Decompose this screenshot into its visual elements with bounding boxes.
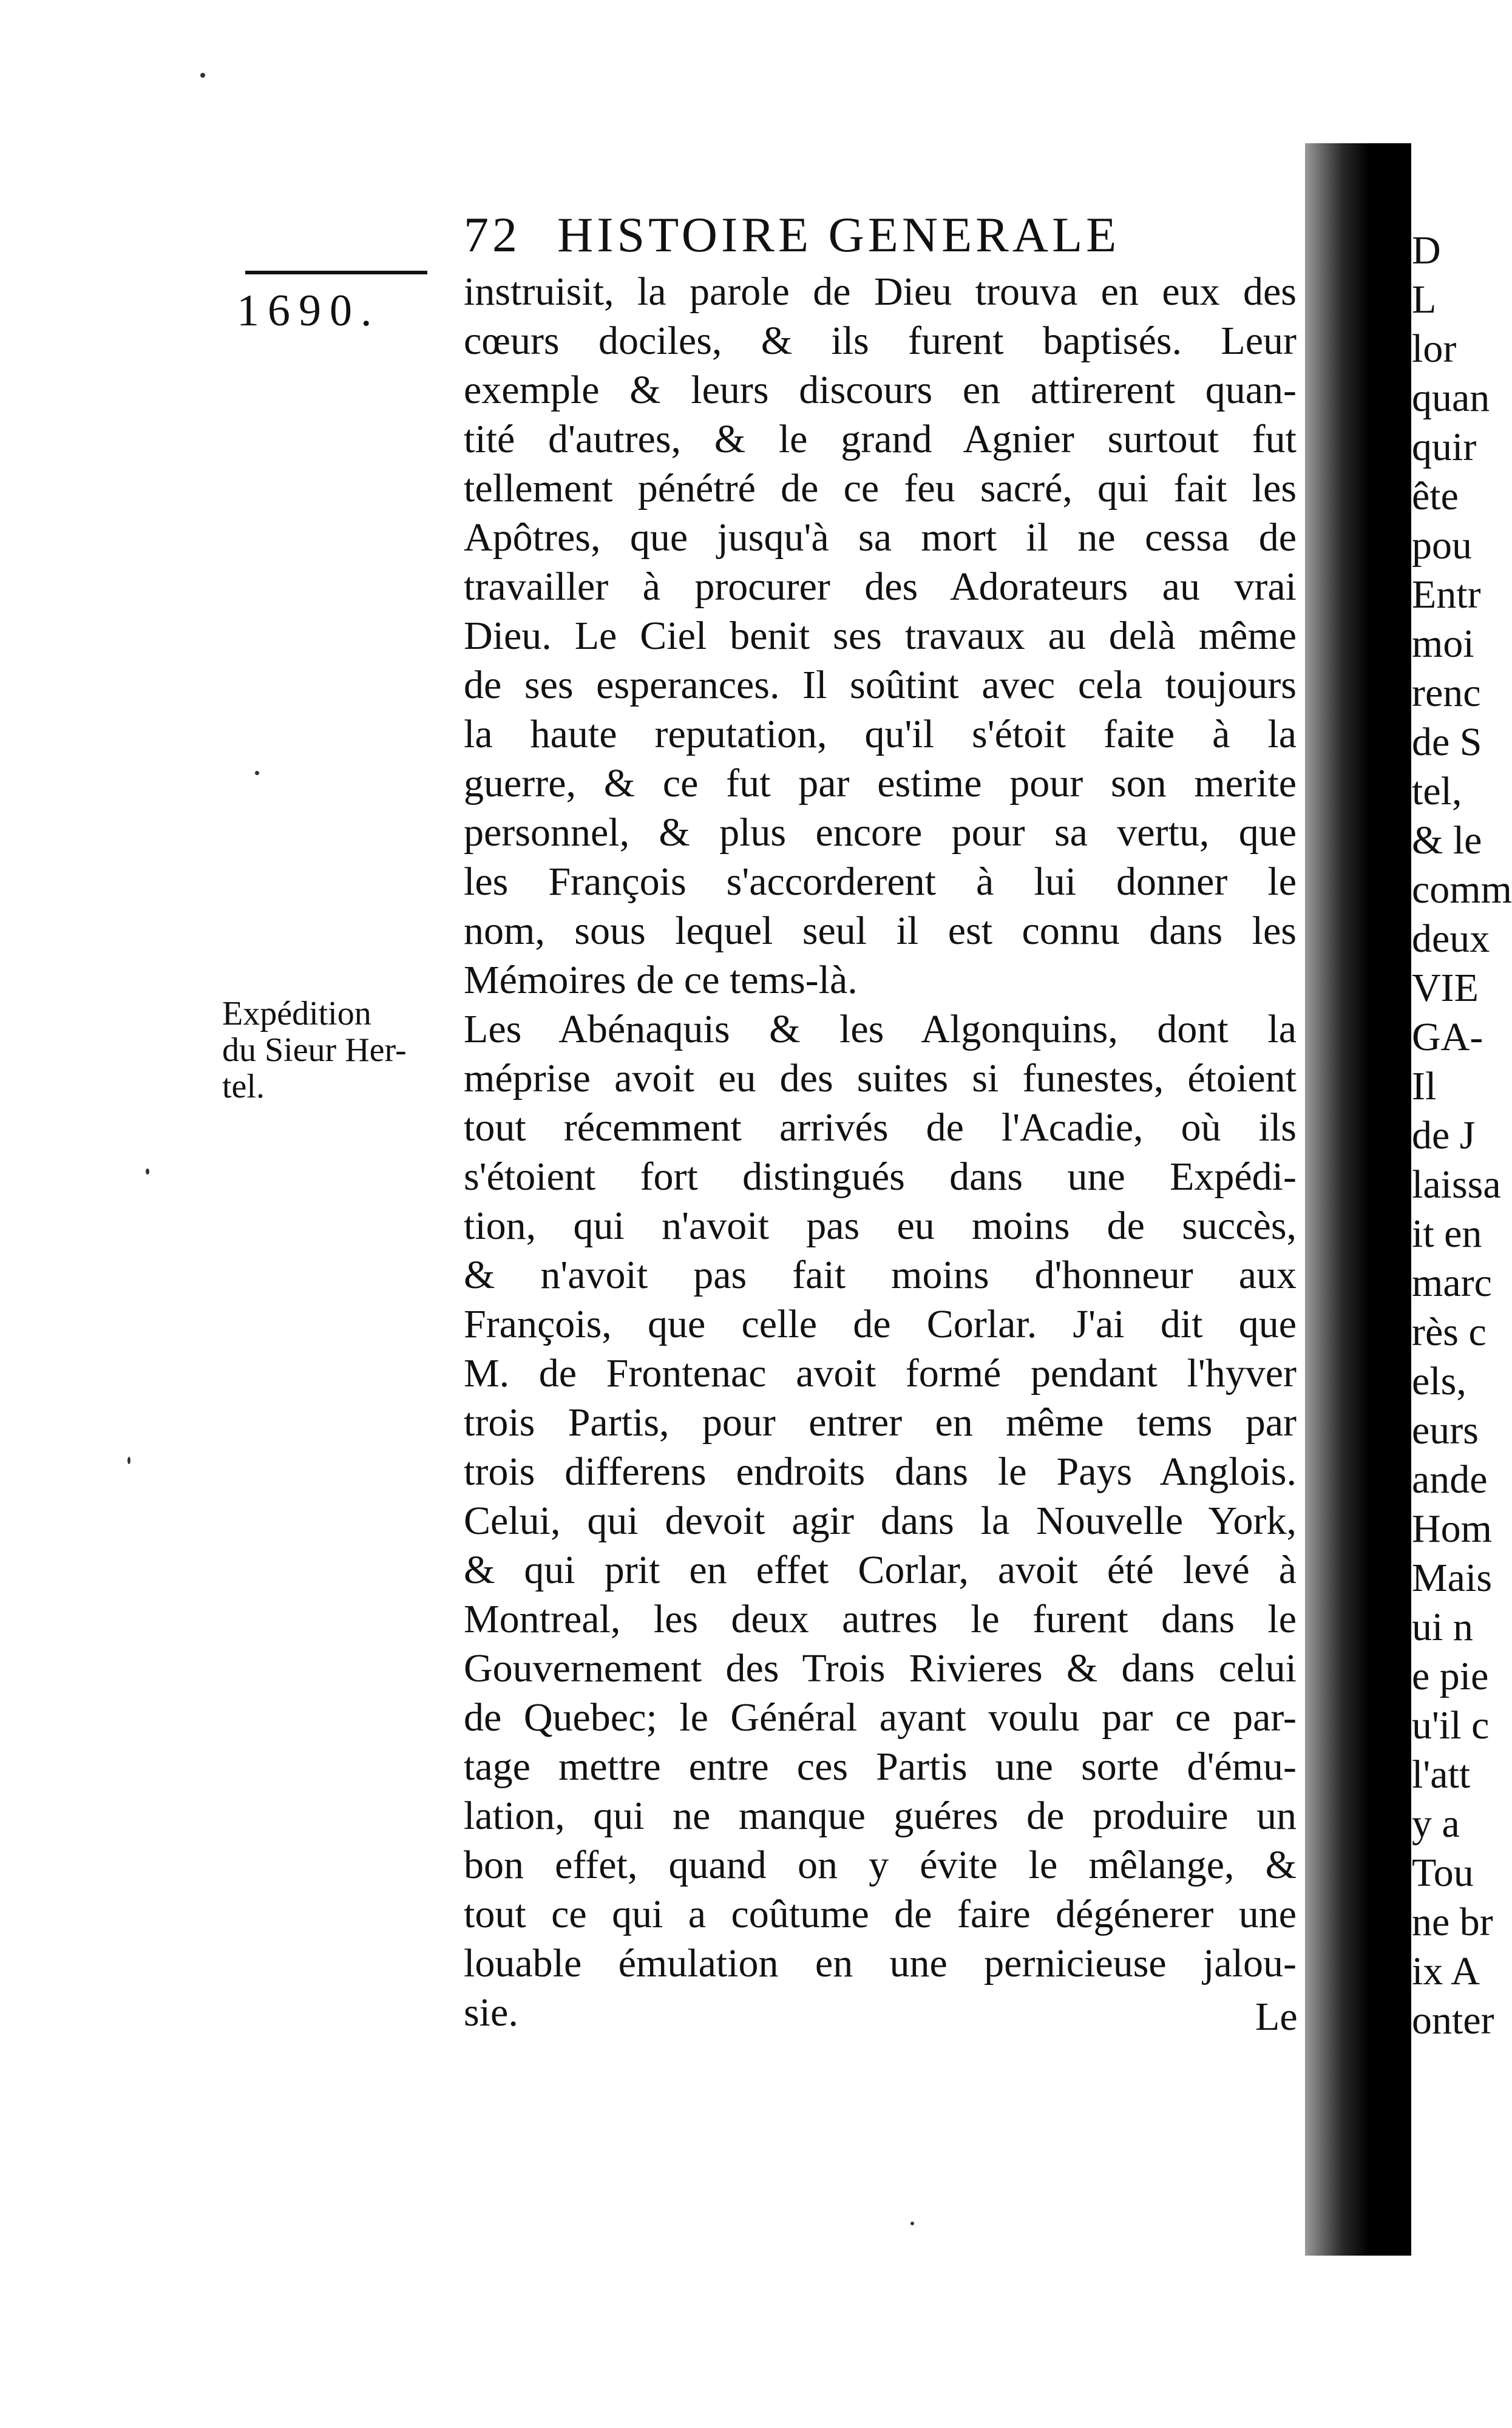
text-line: tout récemment arrivés de l'Acadie, où ils — [464, 1105, 1297, 1150]
facing-page-line: quan — [1412, 376, 1490, 420]
text-line: méprise avoit eu des suites si funestes, étoient — [464, 1056, 1297, 1100]
text-line: tage mettre entre ces Partis une sorte d'ému- — [464, 1745, 1297, 1789]
facing-page-line: de J — [1412, 1113, 1476, 1158]
text-line: tout ce qui a coûtume de faire dégénerer une — [464, 1892, 1297, 1936]
text-line: Montreal, les deux autres le furent dans le — [464, 1597, 1297, 1641]
facing-page-line: moi — [1412, 622, 1474, 666]
text-line: guerre, & ce fut par estime pour son merite — [464, 761, 1297, 805]
running-head — [464, 206, 1295, 263]
facing-page-line: rès c — [1412, 1310, 1487, 1354]
facing-page-line: Tou — [1412, 1851, 1474, 1895]
page-number: 72 — [464, 207, 521, 262]
facing-page-line: Il — [1412, 1064, 1437, 1108]
text-line: les François s'accorderent à lui donner le — [464, 860, 1297, 904]
facing-page-line: y a — [1412, 1802, 1460, 1846]
text-line: Apôtres, que jusqu'à sa mort il ne cessa de — [464, 515, 1297, 560]
facing-page-line: comm — [1412, 867, 1512, 912]
margin-note — [222, 995, 459, 1105]
text-line: de Quebec; le Général ayant voulu par ce par- — [464, 1695, 1297, 1740]
text-line: instruisit, la parole de Dieu trouva en eux des — [464, 270, 1297, 314]
print-speck — [127, 1457, 131, 1464]
facing-page-line: marc — [1412, 1261, 1492, 1305]
facing-page-line: Hom — [1412, 1507, 1492, 1551]
header-rule — [245, 271, 427, 274]
margin-year: 1690. — [237, 286, 381, 336]
text-line: & qui prit en effet Corlar, avoit été levé à — [464, 1548, 1297, 1592]
print-speck — [255, 771, 259, 775]
facing-page-line: onter — [1412, 1998, 1494, 2043]
text-line: & n'avoit pas fait moins d'honneur aux — [464, 1253, 1297, 1297]
facing-page-line: VIE — [1412, 966, 1479, 1010]
text-line: s'étoient fort distingués dans une Expédi- — [464, 1155, 1297, 1199]
facing-page-line: laissa — [1412, 1162, 1501, 1207]
facing-page-line: D — [1412, 228, 1441, 273]
text-line: trois Partis, pour entrer en même tems par — [464, 1400, 1297, 1445]
facing-page-line: it en — [1412, 1212, 1482, 1256]
text-line: Dieu. Le Ciel benit ses travaux au delà même — [464, 614, 1297, 658]
margin-note-line: Expédition — [222, 995, 371, 1033]
text-line: Celui, qui devoit agir dans la Nouvelle York, — [464, 1499, 1297, 1543]
facing-page-line: pou — [1412, 523, 1472, 568]
text-line: cœurs dociles, & ils furent baptisés. Leur — [464, 319, 1297, 363]
text-line: M. de Frontenac avoit formé pendant l'hyver — [464, 1351, 1297, 1395]
text-line: la haute reputation, qu'il s'étoit faite à la — [464, 712, 1297, 756]
text-line: Gouvernement des Trois Rivieres & dans celui — [464, 1646, 1297, 1690]
print-speck — [200, 73, 205, 78]
body-text — [464, 267, 1297, 2037]
text-line: Les Abénaquis & les Algonquins, dont la — [464, 1007, 1297, 1051]
text-line: tion, qui n'avoit pas eu moins de succès, — [464, 1204, 1297, 1248]
margin-note-line: tel. — [222, 1068, 265, 1105]
margin-note-line: du Sieur Her- — [222, 1031, 407, 1069]
text-line: de ses esperances. Il soûtint avec cela toujours — [464, 663, 1297, 707]
facing-page-fragment — [1408, 228, 1512, 2043]
facing-page-line: de S — [1412, 720, 1482, 764]
facing-page-line: GA- — [1412, 1015, 1483, 1059]
text-line: tité d'autres, & le grand Agnier surtout fut — [464, 417, 1297, 461]
facing-page-line: Entr — [1412, 572, 1481, 617]
facing-page-line: ête — [1412, 474, 1459, 518]
facing-page-line: ui n — [1412, 1605, 1473, 1649]
text-line: nom, sous lequel seul il est connu dans les — [464, 909, 1297, 953]
facing-page-line: Mais — [1412, 1556, 1492, 1600]
facing-page-line: u'il c — [1412, 1703, 1490, 1748]
gutter-shadow — [1305, 143, 1411, 2256]
facing-page-line: e pie — [1412, 1654, 1489, 1698]
facing-page-line: L — [1412, 277, 1437, 322]
text-line: François, que celle de Corlar. J'ai dit que — [464, 1302, 1297, 1346]
text-line: Mémoires de ce tems-là. — [464, 958, 858, 1002]
facing-page-line: renc — [1412, 671, 1481, 715]
print-speck — [146, 1168, 149, 1175]
catchword: Le — [1255, 1995, 1298, 2039]
facing-page-line: ande — [1412, 1457, 1488, 1502]
text-line: tellement pénétré de ce feu sacré, qui fait les — [464, 466, 1297, 510]
text-line: trois differens endroits dans le Pays Anglois. — [464, 1450, 1297, 1494]
facing-page-line: eurs — [1412, 1408, 1479, 1453]
text-line: lation, qui ne manque guéres de produire un — [464, 1794, 1297, 1838]
facing-page-line: & le — [1412, 818, 1482, 863]
facing-page-line: quir — [1412, 425, 1477, 469]
text-line: louable émulation en une pernicieuse jalou- — [464, 1941, 1297, 1985]
running-title: HISTOIRE GENERALE — [557, 207, 1120, 262]
facing-page-line: lor — [1412, 327, 1457, 371]
facing-page-line: els, — [1412, 1359, 1466, 1403]
facing-page-line: ne br — [1412, 1900, 1493, 1944]
text-line: exemple & leurs discours en attirerent quan- — [464, 368, 1297, 412]
text-line: travailler à procurer des Adorateurs au vrai — [464, 565, 1297, 609]
print-speck — [910, 2222, 914, 2225]
facing-page-line: ix A — [1412, 1949, 1480, 1993]
text-line: bon effet, quand on y évite le mêlange, & — [464, 1843, 1297, 1887]
facing-page-line: tel, — [1412, 769, 1462, 813]
text-line: personnel, & plus encore pour sa vertu, que — [464, 810, 1297, 855]
facing-page-line: l'att — [1412, 1752, 1471, 1797]
facing-page-line: deux — [1412, 917, 1490, 961]
text-line: sie. — [464, 1990, 518, 2035]
